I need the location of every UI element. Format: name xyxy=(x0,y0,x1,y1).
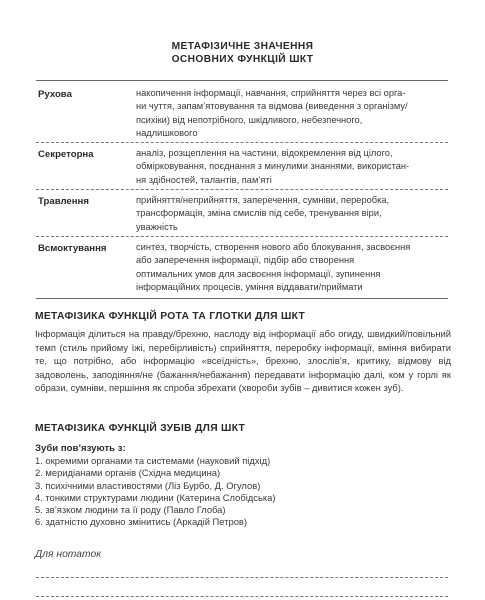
function-description-absorption xyxy=(136,241,444,294)
list-item: 5. зв’язком людини та її роду (Павло Глоба) xyxy=(35,504,226,516)
list-item: 2. меридіанами органів (Східна медицина) xyxy=(35,467,221,479)
function-description-secretory xyxy=(136,147,444,187)
list-item: 1. окремими органами та системами (науковий підхід) xyxy=(35,455,271,466)
list-item: 3. психічними властивостями (Ліз Бурбо, Д. Огулов) xyxy=(35,479,261,491)
function-description-digestion xyxy=(136,194,444,234)
function-name-digestion: Травлення xyxy=(38,196,89,207)
notes-line xyxy=(36,596,448,597)
text-line: ня здібностей, талантів, пам’яті xyxy=(136,174,272,185)
list-item: 4. тонкими структурами людини (Катерина Слобідська) xyxy=(35,491,276,503)
notes-line xyxy=(36,577,448,578)
text-line: психіки) від непотрібного, шкідливого, небезпечного, xyxy=(136,114,363,125)
teeth-subtitle: Зуби пов’язують з: xyxy=(35,443,126,454)
text-line: ни чуття, запам’ятовування та відмова (виведення з організму/ xyxy=(136,101,408,112)
function-name-secretory: Секреторна xyxy=(38,149,94,160)
text-line: обмірковування, поєднання з минулими знаннями, використан- xyxy=(136,161,410,172)
function-name-absorption: Всмоктування xyxy=(38,243,107,254)
notes-label: Для нотаток xyxy=(35,549,102,560)
text-line: або заперечення інформації, підбір або створення xyxy=(136,255,355,266)
text-line: трансформація, зміна смислів під себе, тренування віри, xyxy=(136,208,382,219)
text-line: прийняття/неприйняття, заперечення, сумніви, переробка, xyxy=(136,195,390,205)
table-row-divider xyxy=(36,236,448,237)
section-text-mouth-throat: Інформація ділиться на правду/брехню, наслоду від інформації або огиду, швидкий/повільний темп (стиль прийому їжі, перебірливість) сприйняття, переробку інформації, вміння вибирати те, що потрібно, або інформацію «всеїдність», брехню, злослів’я, критику, відмову від задоволень, заподіяння/не (бажання/небажання) передавати інформацію далі, ком у горлі як образи, сумніви, першіння як спроба збрехати (хвороби зубів – дивитися кожен зуб). xyxy=(35,328,451,393)
table-row-divider xyxy=(36,189,448,190)
table-top-rule xyxy=(36,80,448,81)
page-title-line-1: МЕТАФІЗИЧНЕ ЗНАЧЕННЯ xyxy=(171,41,314,52)
list-item: 6. здатністю духовно змінитись (Аркадій Петров) xyxy=(35,516,248,528)
table-bottom-rule xyxy=(36,298,448,299)
text-line: накопичення інформації, навчання, сприйняття через всі орга- xyxy=(136,88,406,98)
teeth-connections-list xyxy=(35,455,275,529)
text-line: уважність xyxy=(136,221,178,232)
section-title-teeth: МЕТАФІЗИКА ФУНКЦІЙ ЗУБІВ ДЛЯ ШКТ xyxy=(35,423,246,434)
text-line: синтез, творчість, створення нового або блокування, засвоєння xyxy=(136,242,411,252)
text-line: надлишкового xyxy=(136,127,198,138)
text-line: інформаційних процесів, уміння віддавати/приймати xyxy=(136,281,363,292)
page-title-line-2: ОСНОВНИХ ФУНКЦІЙ ШКТ xyxy=(171,54,314,65)
section-title-mouth-throat: МЕТАФІЗИКА ФУНКЦІЙ РОТА ТА ГЛОТКИ ДЛЯ ШКТ xyxy=(35,311,306,322)
function-description-motor xyxy=(136,87,444,140)
function-name-motor: Рухова xyxy=(38,89,72,100)
text-line: аналіз, розщеплення на частини, відокремлення від цілого, xyxy=(136,148,393,158)
text-line: оптимальних умов для засвоєння інформації, зупинення xyxy=(136,268,381,279)
table-row-divider xyxy=(36,142,448,143)
